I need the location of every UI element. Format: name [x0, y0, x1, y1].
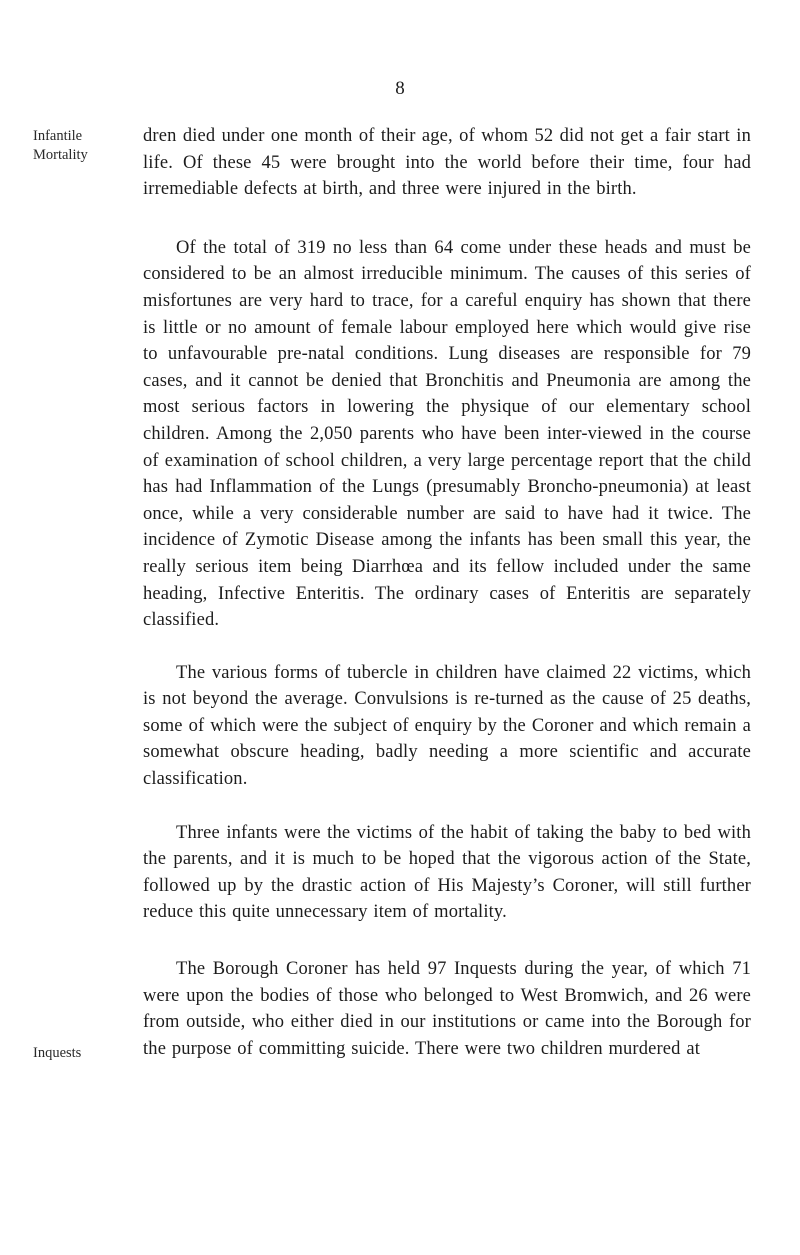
paragraph-tubercle-convulsions: The various forms of tubercle in children have claimed 22 victims, which is not beyond the average. Convulsions is re-turned as the cause of 25 deaths, some of which were the subject of enquiry by the Coroner and which remain a somewhat obscure heading, badly needing a more scientific and accurate classification. [143, 662, 751, 790]
paragraph-infant-deaths: dren died under one month of their age, of whom 52 did not get a fair start in life. Of these 45 were brought into the world before their time, four had irremediable defects at birth, and three were injured in the birth. [143, 126, 751, 200]
paragraph-overlaying: Three infants were the victims of the habit of taking the baby to bed with the parents, and it is much to be hoped that the vigorous action of the State, followed up by the drastic action of His Majesty’s Coroner, will still further reduce this quite unnecessary item of mortality. [143, 822, 751, 923]
body-text [143, 123, 751, 1062]
page-number: 8 [395, 78, 405, 99]
margin-note-line: Infantile [33, 128, 83, 144]
margin-note-line: Inquests [33, 1045, 82, 1061]
paragraph-causes: Of the total of 319 no less than 64 come under these heads and must be considered to be an almost irreducible minimum. The causes of this series of misfortunes are very hard to trace, for a careful enquiry has shown that there is little or no amount of female labour employed here which would give rise to unfavourable pre-natal conditions. Lung diseases are responsible for 79 cases, and it cannot be denied that Bronchitis and Pneumonia are among the most serious factors in lowering the physique of our elementary school children. Among the 2,050 parents who have been inter-viewed in the course of examination of school children, a very large percentage report that the child has had Inflammation of the Lungs (presumably Broncho-pneumonia) at least once, while a very considerable number are said to have had it twice. The incidence of Zymotic Disease among the infants has been small this year, the really serious item being Diarrhœa and its fellow included under the same heading, Infective Enteritis. The ordinary cases of Enteritis are separately classified. [143, 237, 751, 631]
margin-note-inquests [33, 1044, 113, 1063]
margin-note-line: Mortality [33, 147, 88, 163]
margin-note-infantile-mortality [33, 127, 113, 165]
paragraph-inquests: The Borough Coroner has held 97 Inquests during the year, of which 71 were upon the bodies of those who belonged to West Bromwich, and 26 were from outside, who either died in our institutions or came into the Borough for the purpose of committing suicide. There were two children murdered at [143, 959, 751, 1059]
